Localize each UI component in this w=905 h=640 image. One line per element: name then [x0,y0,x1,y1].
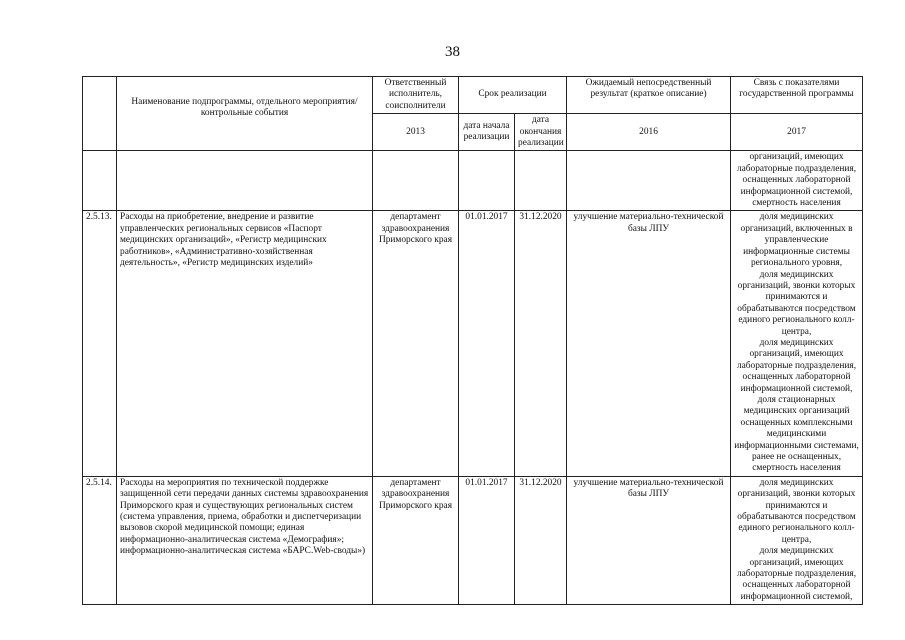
continued-responsible [373,151,459,211]
row-responsible: департамент здравоохранения Приморского края [373,476,459,604]
row-name: Расходы на мероприятия по технической поддержке защищенной сети передачи данных системы здравоохранения Приморского края и существующих региональных систем (система управления, приема, обработки и диспетчеризации вызовов скорой медицинской помощи; единая информационно-аналитическая система «Демография»; информационно-аналитическая система «БАРС.Web-своды») [117,476,373,604]
header-indicators-link: Связь с показателями государственной программы [731,77,863,114]
row-start-date: 01.01.2017 [459,476,515,604]
header-start-date: дата начала реализации [459,114,515,151]
table-row-continued [83,151,863,211]
continued-num [83,151,117,211]
continued-name [117,151,373,211]
program-table [82,76,863,605]
continued-indicators: организаций, имеющих лабораторные подразделения, оснащенных лабораторной информационной системой, смертность населения [731,151,863,211]
row-responsible: департамент здравоохранения Приморского края [373,211,459,476]
row-end-date: 31.12.2020 [515,211,567,476]
header-year-responsible: 2013 [373,114,459,151]
row-number: 2.5.14. [83,476,117,604]
row-number: 2.5.13. [83,211,117,476]
header-year-indicators: 2017 [731,114,863,151]
continued-start [459,151,515,211]
table-row [83,211,863,476]
header-expected-result: Ожидаемый непосредственный результат (краткое описание) [567,77,731,114]
header-term: Срок реализации [459,77,567,114]
header-responsible: Ответственный исполнитель, соисполнители [373,77,459,114]
continued-result [567,151,731,211]
header-row-top [83,77,863,114]
table-row [83,476,863,604]
row-result: улучшение материально-технической базы ЛПУ [567,476,731,604]
header-year-result: 2016 [567,114,731,151]
row-name: Расходы на приобретение, внедрение и развитие управленческих региональных сервисов «Паспорт медицинских организаций», «Регистр медицинских работников», «Административно-хозяйственная деятельность», «Регистр медицинских изделий» [117,211,373,476]
header-name: Наименование подпрограммы, отдельного мероприятия/контрольные события [117,77,373,151]
row-indicators: доля медицинских организаций, включенных в управленческие информационные системы регионального уровня, доля медицинских организаций, звонки которых принимаются и обрабатываются посредством единого регионального колл- центра, доля медицинских организаций, имеющих лабораторные подразделения, оснащенных лабораторной информационной системой, доля стационарных медицинских организаций оснащенных комплексными медицинскими информационными системами, ранее не оснащенных, смертность населения [731,211,863,476]
row-start-date: 01.01.2017 [459,211,515,476]
header-num-cell [83,77,117,151]
header-end-date: дата окончания реализации [515,114,567,151]
row-indicators: доля медицинских организаций, звонки которых принимаются и обрабатываются посредством единого регионального колл- центра, доля медицинских организаций, имеющих лабораторные подразделения, оснащенных лабораторной информационной системой, [731,476,863,604]
continued-end [515,151,567,211]
row-end-date: 31.12.2020 [515,476,567,604]
row-result: улучшение материально-технической базы ЛПУ [567,211,731,476]
page-number: 38 [445,44,460,60]
